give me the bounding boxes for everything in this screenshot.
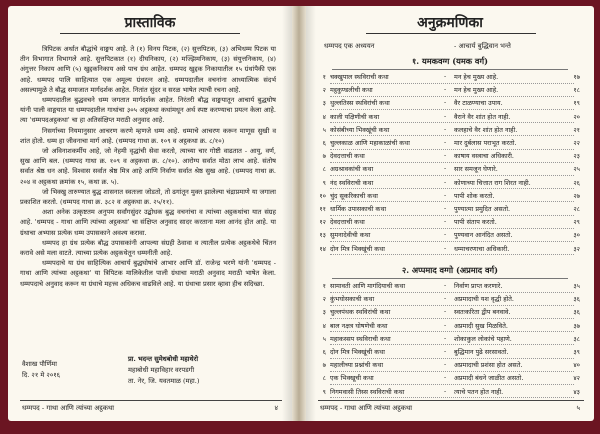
entry-description: काषाय वस्त्राचा अधिकारी. [454, 152, 514, 161]
dotted-leader [330, 228, 574, 229]
entry-description: त्याचे पतन होत नाही. [454, 387, 504, 396]
entry-separator: - [444, 347, 447, 355]
toc-entry[interactable] [316, 373, 584, 387]
entry-page: २६ [573, 178, 580, 187]
dotted-leader [330, 344, 574, 345]
entry-separator: - [444, 85, 447, 94]
entry-description: अप्रमादी बंधने जाळीत असतो. [454, 374, 524, 383]
entry-description: स्वतःकरिता द्वीप बनवावे. [454, 308, 511, 317]
entry-title: महालीच्या प्रश्नांची कथा [330, 361, 383, 370]
entry-title: मट्ठकुण्डलीची कथा [330, 86, 373, 95]
entry-page: ४३ [573, 387, 580, 396]
entry-description: पापी संताप करतो. [454, 218, 497, 227]
entry-page: २२ [573, 139, 580, 147]
entry-description: मन हेच मुख्य आहे. [454, 86, 499, 95]
entry-page: १९ [573, 99, 580, 108]
entry-title: कोसंबीच्या भिक्खूंची कथा [330, 125, 390, 134]
paragraph: त्रिपिटक अर्थात बौद्धांचे वाङ्मय आहे. ते (१) विनय पिटक, (२) सुत्तपिटक, (३) अभिधम्म पिटक या तीन विभागात विभागले आहे. सुत्तपिटकात (१) दीघनिकाय, (२) मज्झिमनिकाय, (३) संयुत्तनिकाय, (४) अंगुत्तर निकाय आणि (५) खुद्दकनिकाय असे पाच ग्रंथ आहेत. धम्मपद खुद्दक निकायातील १५ ग्रंथांपैकी एक आहे. धम्मपद पालि साहित्यात एक अमूल्य ग्रंथरत्न आहे. धम्मपदातील वचनांना आध्यात्मिक संदर्भ असल्यामुळे ते बौद्ध समाजात मार्गदर्शक आहेत. नितांत सुंदर व सरळ भाषेत त्याची रचना आहे. [20, 45, 276, 94]
entry-title: चुंद सूकरिकाची कथा [330, 191, 378, 200]
entry-title: चुल्लपंथक स्थविरांची कथा [330, 308, 391, 317]
dotted-leader [330, 305, 574, 306]
entry-description: वैराने वैर शांत होत नाही. [454, 112, 511, 121]
entry-page: २१ [573, 125, 580, 134]
entry-page: २५ [573, 165, 580, 174]
paragraph: धम्मपद हा ग्रंथ प्रत्येक बौद्ध उपासकांनी आपल्या संग्रही ठेवावा व त्यातील प्रत्येक अट्ठकथेचे चिंतन करावे असे मला वाटते. त्याच्या प्रत्येक अट्ठकथेतून धम्मनीती आहे. [20, 238, 276, 258]
entry-title: देवदत्ताची कथा [330, 152, 365, 161]
author-block [128, 354, 288, 387]
occasion: वैशाख पौर्णिमा [22, 360, 57, 368]
entry-separator: - [444, 230, 447, 239]
entry-separator: - [444, 386, 447, 395]
toc-entry[interactable] [316, 230, 584, 244]
book-gutter-left [292, 6, 299, 421]
entry-number: ५ [322, 334, 326, 343]
entry-separator: - [444, 164, 447, 173]
entry-page: २० [573, 112, 580, 121]
page-title: प्रास्ताविक [124, 15, 176, 31]
toc-entry[interactable] [316, 387, 584, 401]
toc-entry[interactable] [316, 138, 584, 152]
entry-title: नंद स्थविराची कथा [330, 178, 374, 187]
entry-separator: - [444, 151, 447, 160]
dotted-leader [330, 254, 574, 255]
entry-title: सुमनादेवीची कथा [330, 231, 371, 240]
toc-entry[interactable] [316, 112, 584, 126]
entry-title: अग्रश्रावकांची कथा [330, 165, 374, 174]
entry-number: ६ [322, 139, 326, 147]
page-title: अनुक्रमणिका [417, 15, 483, 31]
dotted-leader [330, 331, 574, 332]
entry-separator: - [444, 294, 447, 303]
toc-entry[interactable] [316, 98, 584, 112]
entry-description: पापी शोक करतो. [454, 191, 495, 200]
entry-number: १ [322, 282, 326, 290]
entry-separator: - [444, 204, 447, 212]
entry-description: निर्वाण प्राप्त करणारे. [454, 282, 503, 290]
entry-number: ९ [322, 387, 326, 396]
entry-title: बाल नक्षत्र घोषणेची कथा [330, 321, 388, 330]
dotted-leader [330, 162, 574, 163]
intro-author: - आचार्य बुद्धिवान भन्ते [454, 42, 511, 50]
entry-separator: - [444, 177, 447, 186]
entry-description: बुद्धिमान पुढे सरसावतो. [454, 348, 509, 356]
dotted-leader [330, 175, 574, 176]
entry-title: कुंभघोसकाची कथा [330, 295, 375, 304]
entry-title: थुल्लतिस्स स्थविरांची कथा [330, 99, 390, 108]
entry-description: कलहाचे वैर शांत होत नाही. [454, 125, 518, 134]
entry-page: ३० [573, 231, 580, 240]
toc-entry[interactable] [316, 125, 584, 139]
dotted-leader [330, 135, 574, 136]
entry-number: ६ [322, 348, 326, 356]
dotted-leader [330, 384, 574, 385]
footer-title: धम्मपद - गाथा आणि त्यांच्या अट्ठकथा [22, 404, 115, 412]
author-name: प्रा. भदन्त सुमेधबोधी महाथेरो [128, 355, 199, 363]
entry-number: ४ [322, 112, 326, 121]
entry-number: ४ [322, 321, 326, 330]
dotted-leader [330, 358, 574, 359]
entry-description: मन हेच मुख्य आहे. [454, 73, 499, 81]
entry-number: ९ [322, 178, 326, 187]
heading-underline [366, 33, 536, 34]
entry-separator: - [444, 360, 447, 369]
entry-number: ७ [322, 152, 326, 161]
dotted-leader [330, 371, 574, 372]
preface-body [20, 44, 276, 289]
entry-page: ३५ [573, 282, 580, 290]
entry-number: ५ [322, 125, 326, 134]
dotted-leader [330, 215, 574, 216]
entry-separator: - [444, 138, 447, 146]
toc-entry[interactable] [316, 307, 584, 321]
entry-number: १४ [319, 244, 326, 253]
dotted-leader [330, 318, 574, 319]
dotted-leader [330, 149, 574, 150]
entry-page: ३९ [573, 348, 580, 356]
toc-entry[interactable] [316, 217, 584, 231]
toc-entry[interactable] [316, 360, 584, 374]
entry-separator: - [444, 124, 447, 133]
entry-separator: - [444, 72, 447, 80]
footer-rule [20, 400, 282, 401]
toc-entry[interactable] [316, 281, 584, 295]
entry-page: २८ [573, 205, 580, 213]
entry-title: धार्मिक उपासकाची कथा [330, 205, 387, 213]
date: दि. २१ मे २०१६ [22, 371, 61, 379]
author-address: ता. नेर, जि. यवतमाळ (महा.) [128, 377, 200, 385]
entry-separator: - [444, 190, 447, 199]
entry-description: मार दुर्बलास पराभूत करतो. [454, 139, 517, 147]
entry-page: ३२ [573, 244, 580, 253]
paragraph: अशा अनेक उत्कृष्टतम अनुपम सर्वांगसुंदर उद्बोधक बुद्ध वचनांचा व त्यांच्या अट्ठकथांचा यात संग्रह आहे. 'धम्मपद - गाथा आणि त्यांच्या अट्ठकथा' चा संक्षिप्त अनुवाद सादर करताना मला आनंद होत आहे. या ग्रंथाचा अभ्यास प्रत्येक धम्म उपासकाने अवश्य करावा. [20, 208, 276, 237]
entry-number: ८ [322, 165, 326, 174]
paragraph: धम्मपदातील बुद्धवचने धम्म जगतात मार्गदर्शक आहेत. निरंतरी बौद्ध वाङ्मयातून आचार्य बुद्धघोष यांनी पाली वाङ्मयात या धम्मपदातील गाथांचा ३०५ अट्ठकथा कथांमधून अर्थ स्पष्ट करण्याचा प्रयत्न केला आहे. त्या 'धम्मपदअट्ठकथा' चा हा अतिसंक्षिप्त मराठी अनुवाद आहे. [20, 96, 276, 125]
book-gutter-right [299, 6, 306, 421]
entry-title: महाकस्सप स्थविराची कथा [330, 334, 391, 343]
entry-title: दोन मित्र भिक्खूंची कथा [330, 348, 385, 356]
dotted-leader [330, 96, 574, 97]
dotted-leader [330, 122, 574, 123]
entry-separator: - [444, 307, 447, 316]
section-title: १. यमकवग्ग (यमक वर्ग) [412, 56, 488, 66]
toc-entry[interactable] [316, 178, 584, 192]
entry-title: एक भिक्खूची कथा [330, 374, 374, 383]
entry-page: २९ [573, 218, 580, 227]
dotted-leader [330, 397, 574, 398]
toc-entry[interactable] [316, 334, 584, 348]
entry-title: चुल्लकाळ आणि महाकाळांची कथा [330, 139, 410, 147]
toc-entry[interactable] [316, 151, 584, 165]
entry-page: १७ [573, 73, 580, 81]
date-block [22, 359, 60, 381]
entry-separator: - [444, 98, 447, 107]
entry-description: अप्रमादाची यश वृद्धी होते. [454, 295, 514, 304]
dotted-leader [330, 109, 574, 110]
entry-description: वैर टाळण्याचा उपाय. [454, 99, 503, 108]
entry-description: धम्माचरणाचा अधिकारी. [454, 244, 510, 253]
entry-number: ३ [322, 99, 326, 108]
entry-title: निगमवासी तिस्स स्थविराची कथा [330, 387, 405, 396]
entry-page: १८ [573, 86, 580, 95]
toc-entry[interactable] [316, 294, 584, 308]
section-rule [332, 278, 568, 279]
entry-number: १३ [319, 231, 326, 240]
paragraph: धम्मपदाचे या ग्रंथ साहित्यिक आचार्य बुद्धघोषांचे आभार आणि डॉ. राजेन्द्र भरणे यांनी 'धम्मपद - गाथा आणि त्यांच्या अट्ठकथा' या त्रिपिटक मालिकेतील पाली ग्रंथाचा मराठी अनुवाद मराठी भाषेत केला. धम्मपदाचे अनुवाद करून या ग्रंथाचे महत्त्व अधिकच वाढविले आहे. या ग्रंथाचा प्रसार व्हावा हीच सदिच्छा. [20, 259, 276, 288]
entry-separator: - [444, 217, 447, 226]
entry-separator: - [444, 333, 447, 342]
entry-description: पुण्यात्मा प्रमुदित असतो. [454, 205, 511, 213]
entry-description: अप्रमादी सुख मिळविते. [454, 321, 508, 330]
page-number: ५ [576, 404, 580, 412]
entry-separator: - [444, 320, 447, 329]
footer-rule [318, 400, 584, 401]
entry-page: ३७ [573, 321, 580, 330]
entry-number: २ [322, 295, 326, 304]
left-page [8, 6, 292, 421]
entry-separator: - [444, 243, 447, 252]
dotted-leader [330, 188, 574, 189]
entry-number: १० [319, 191, 326, 200]
toc-entry[interactable] [316, 191, 584, 205]
entry-page: ४० [573, 361, 580, 370]
paragraph: निसर्गाच्या नियमानुसार आचरण करणे म्हणजे धम्म आहे. धम्माचे आचरण करून माणूस सुखी व शांत होतो. धम्म हा जीवनाचा मार्ग आहे. (धम्मपद गाथा क्र. १०९ व अट्ठकथा क्र. ८/१०) [20, 126, 276, 145]
entry-description: अप्रमादाची प्रशंसा होत असते. [454, 361, 523, 370]
page-shadow [306, 6, 316, 421]
entry-page: २७ [573, 191, 580, 200]
entry-description: पुण्यवान आनंदित असतो. [454, 231, 513, 240]
entry-page: ३८ [573, 334, 580, 343]
dotted-leader [330, 241, 574, 242]
footer-title: धम्मपद - गाथा आणि त्यांच्या अट्ठकथा [320, 404, 413, 412]
entry-separator: - [444, 373, 447, 382]
entry-page: ३६ [573, 308, 580, 317]
dotted-leader [330, 83, 574, 84]
entry-number: ७ [322, 361, 326, 370]
toc-entry[interactable] [316, 164, 584, 178]
entry-number: १२ [319, 218, 326, 227]
paragraph: जो भिक्खु तारुण्यात बुद्ध शासनात स्वतःला जोडतो, तो ढगांतून मुक्त झालेल्या चंद्राप्रमाणे या जगाला प्रकाशित करतो. (धम्मपद गाथा क्र. ३८२ व अट्ठकथा क्र. २५/११). [20, 187, 276, 207]
entry-separator: - [444, 111, 447, 120]
toc-entry[interactable] [316, 244, 584, 258]
entry-description: सार समजून घेणारे. [454, 165, 498, 174]
toc-entry[interactable] [316, 85, 584, 99]
entry-title: सामावती आणि मागंदियाची कथा [330, 282, 406, 290]
section-title: २. अप्पमाद वग्गो (अप्रमाद वर्ग) [401, 265, 499, 275]
entry-title: दोन मित्र भिक्खूंची कथा [330, 244, 385, 253]
toc-entry[interactable] [316, 321, 584, 335]
entry-description: कोणाच्या चित्तात राग शिरत नाही. [454, 178, 531, 187]
entry-title: चक्खुपाल स्थविराची कथा [330, 73, 389, 81]
paragraph: जो अविनाशकर्मीय आहे, जो नेहमी वृद्धांची सेवा करतो, त्याच्या चार गोष्टी वाढतात - आयु, वर्ण, सुख आणि बल. (धम्मपद गाथा क्र. १०९ व अट्ठकथा क्र. ८/१०). आरोग्य सर्वात मोठा लाभ आहे. संतोष सर्वात श्रेष्ठ धन आहे. विश्वास सर्वात श्रेष्ठ मित्र आहे आणि निर्वाण सर्वात श्रेष्ठ सुख आहे. (धम्मपद गाथा क्र. २०४ व अट्ठकथा क्रमांक १५, कथा क्र. ५). [20, 147, 276, 186]
entry-number: ८ [322, 374, 326, 383]
dotted-leader [330, 201, 574, 202]
entry-title: देवदत्ताची कथा [330, 218, 365, 227]
entry-description: शोकाकुल लोकांचे पहाणे. [454, 334, 512, 343]
entry-number: ११ [319, 205, 326, 213]
right-page [306, 6, 594, 421]
author-place: महाबोधी महाविहार वरपडगी [128, 366, 195, 374]
entry-separator: - [444, 281, 447, 289]
entry-number: १ [322, 73, 326, 81]
entry-page: ३६ [573, 295, 580, 304]
entry-title: काली यक्षिणीची कथा [330, 112, 380, 121]
toc-entry[interactable] [316, 347, 584, 361]
entry-number: २ [322, 86, 326, 95]
section-rule [332, 69, 568, 70]
toc-entry[interactable] [316, 204, 584, 218]
intro-title: धम्मपद एक अध्ययन [324, 42, 375, 50]
entry-page: २३ [573, 152, 580, 161]
heading-underline [60, 33, 240, 34]
page-number: ४ [274, 404, 278, 412]
dotted-leader [330, 292, 574, 293]
toc-entry[interactable] [316, 72, 584, 86]
entry-number: ३ [322, 308, 326, 317]
entry-page: ४२ [573, 374, 580, 383]
